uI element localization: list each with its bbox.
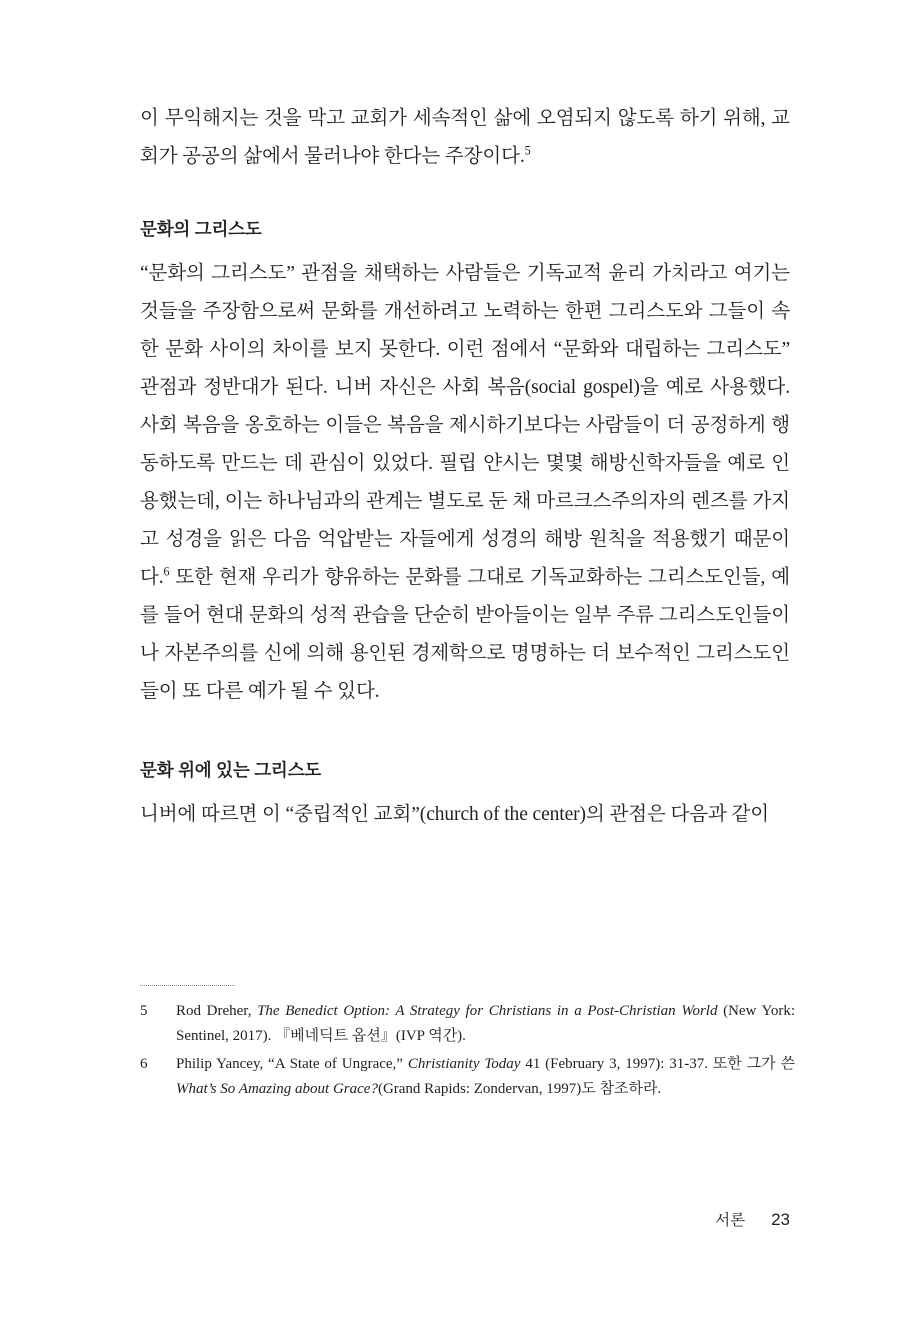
paragraph-continued bbox=[140, 100, 790, 176]
paragraph-2-latin-church-of-the-center: (church of the center) bbox=[419, 804, 586, 825]
footnote-ref-5: 5 bbox=[524, 143, 531, 158]
footnote-text bbox=[176, 999, 795, 1049]
footnote-6-part-3: What’s So Amazing about Grace? bbox=[176, 1081, 378, 1097]
heading-christ-above-culture: 문화 위에 있는 그리스도 bbox=[140, 760, 322, 780]
paragraph-1-part-b: 을 예로 사용했다. 사회 복음을 옹호하는 이들은 복음을 제시하기보다는 사람들이 더 공정하게 행동하도록 만드는 데 관심이 있었다. 필립 얀시는 몇몇 해방신학자들을 예로 인용했는데, 이는 하나님과의 관계는 별도로 둔 채 마르크스주의자의 렌즈를 가지고 성경을 읽은 다음 억압받는 자들에게 성경의 해방 원칙을 적용했기 때문이다. bbox=[140, 377, 791, 588]
footnote-item bbox=[140, 1052, 795, 1102]
footnotes-area bbox=[140, 985, 795, 1105]
paragraph-christ-of-culture bbox=[140, 255, 790, 711]
page-number: 23 bbox=[771, 1210, 790, 1229]
paragraph-1-part-a: “문화의 그리스도” 관점을 채택하는 사람들은 기독교적 윤리 가치라고 여기는 것들을 주장함으로써 문화를 개선하려고 노력하는 한편 그리스도와 그들이 속한 문화 사이의 차이를 보지 못한다. 이런 점에서 “문화와 대립하는 그리스도” 관점과 정반대가 된다. 니버 자신은 사회 복음 bbox=[140, 263, 790, 398]
paragraph-1-part-c: 또한 현재 우리가 향유하는 문화를 그대로 기독교화하는 그리스도인들, 예를 들어 현대 문화의 성적 관습을 단순히 받아들이는 일부 주류 그리스도인들이나 자본주의를 신에 의해 용인된 경제학으로 명명하는 더 보수적인 그리스도인들이 또 다른 예가 될 수 있다. bbox=[140, 567, 790, 702]
footnote-6-part-1: Christianity Today bbox=[407, 1056, 521, 1072]
footnote-number: 5 bbox=[140, 1003, 148, 1019]
footnote-text bbox=[176, 1052, 795, 1102]
paragraph-2-part-b: 의 관점은 다음과 같이 bbox=[585, 804, 769, 825]
footnote-5-part-0: Rod Dreher, bbox=[176, 1003, 258, 1019]
paragraph-christ-above-culture bbox=[140, 796, 790, 834]
running-head-label: 서론 bbox=[715, 1212, 746, 1229]
footnote-6-part-0: Philip Yancey, “A State of Ungrace,” bbox=[176, 1056, 408, 1072]
footnote-6-part-2: 41 (February 3, 1997): 31-37. 또한 그가 쓴 bbox=[520, 1056, 795, 1072]
paragraph-2-part-a: 니버에 따르면 이 “중립적인 교회” bbox=[140, 804, 420, 825]
page-footer bbox=[0, 1208, 898, 1238]
footnote-separator-rule bbox=[140, 985, 235, 986]
page-body bbox=[140, 100, 790, 834]
paragraph-continued-text: 이 무익해지는 것을 막고 교회가 세속적인 삶에 오염되지 않도록 하기 위해, 교회가 공공의 삶에서 물러나야 한다는 주장이다. bbox=[140, 108, 790, 167]
footnote-number: 6 bbox=[140, 1056, 148, 1072]
footnote-6-part-4: (Grand Rapids: Zondervan, 1997)도 참조하라. bbox=[377, 1081, 662, 1097]
heading-christ-of-culture: 문화의 그리스도 bbox=[140, 219, 262, 239]
footnote-5-part-1: The Benedict Option: A Strategy for Christians in a Post-Christian World bbox=[257, 1003, 718, 1019]
paragraph-1-latin-social-gospel: (social gospel) bbox=[524, 377, 640, 398]
footnote-5-part-2: (New York: Sentinel, 2017). 『베네딕트 옵션』(IVP 역간). bbox=[176, 1003, 795, 1044]
footnote-item bbox=[140, 999, 795, 1049]
footer-inner bbox=[715, 1208, 790, 1230]
footnote-ref-6: 6 bbox=[163, 564, 170, 579]
